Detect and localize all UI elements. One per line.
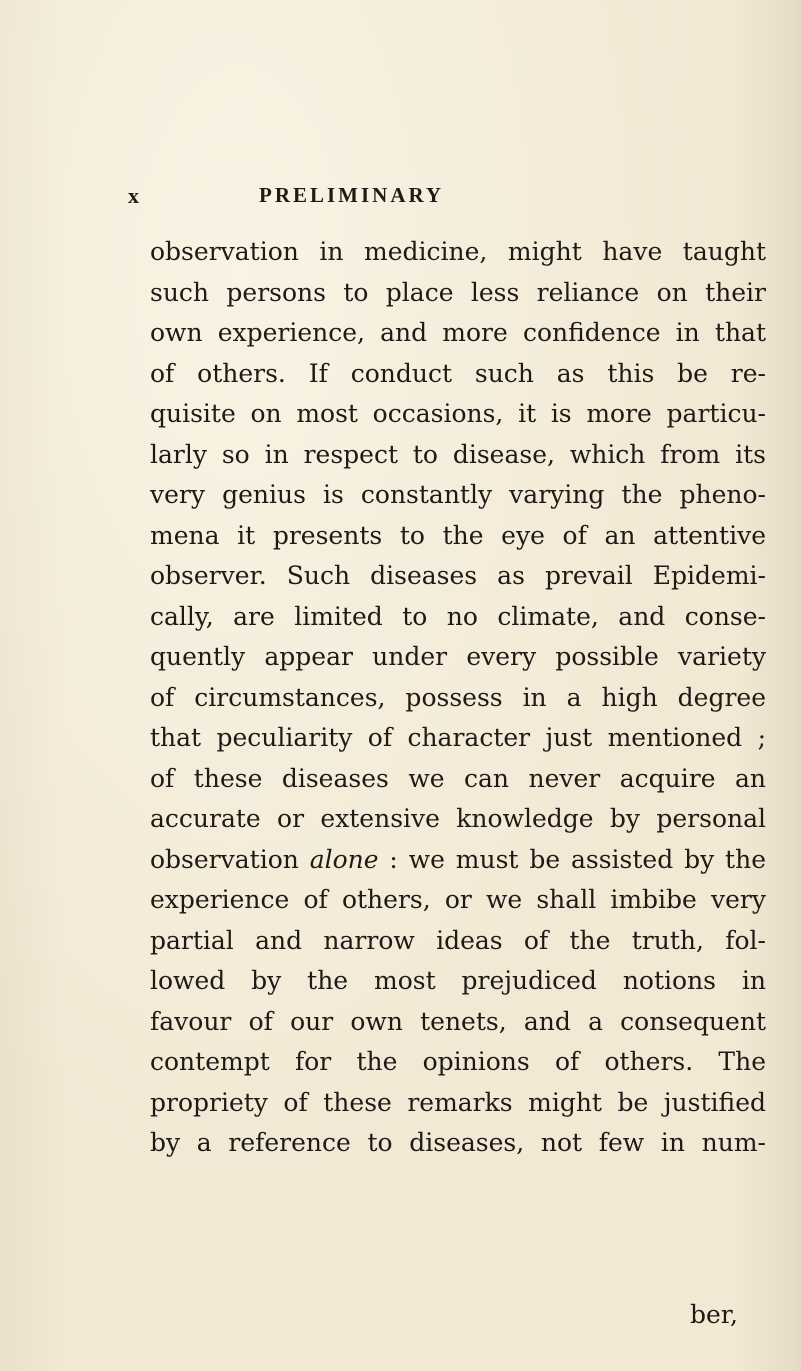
text-line: observer. Such diseases as prevail Epidemi- xyxy=(150,561,766,590)
text-line: experience of others, or we shall imbibe very xyxy=(150,885,766,914)
text-line: lowed by the most prejudiced notions in xyxy=(150,966,766,995)
catchword: ber, xyxy=(690,1300,738,1329)
text-line: by a reference to diseases, not few in num- xyxy=(150,1128,766,1157)
text-line: quisite on most occasions, it is more particu- xyxy=(150,399,766,428)
text-line: of circumstances, possess in a high degree xyxy=(150,682,766,712)
text-line: propriety of these remarks might be justified xyxy=(150,1087,766,1117)
text-line: such persons to place less reliance on their xyxy=(150,277,766,307)
body-text xyxy=(150,232,766,1164)
text-line: own experience, and more confidence in that xyxy=(150,318,766,347)
text-line: cally, are limited to no climate, and conse- xyxy=(150,601,766,631)
italic-word: alone xyxy=(309,844,379,874)
text-line: larly so in respect to disease, which from its xyxy=(150,439,766,469)
text-line-alone: observation alone : we must be assisted by the xyxy=(150,844,766,874)
text-line: partial and narrow ideas of the truth, fol- xyxy=(150,925,766,955)
text-line: quently appear under every possible variety xyxy=(150,642,766,671)
text-line: that peculiarity of character just mentioned ; xyxy=(150,723,766,752)
text-line: contempt for the opinions of others. The xyxy=(150,1047,766,1076)
running-title: PRELIMINARY xyxy=(259,183,445,207)
text-line: mena it presents to the eye of an attentive xyxy=(150,520,766,550)
text-line: of these diseases we can never acquire an xyxy=(150,763,766,793)
running-head xyxy=(0,183,801,213)
page-number: x xyxy=(128,183,140,208)
text-line: of others. If conduct such as this be re- xyxy=(150,358,766,388)
text-line: observation in medicine, might have taught xyxy=(150,237,766,266)
text-line: favour of our own tenets, and a consequent xyxy=(150,1006,766,1036)
text-line: very genius is constantly varying the pheno- xyxy=(150,480,766,509)
text-line: accurate or extensive knowledge by personal xyxy=(150,804,766,833)
